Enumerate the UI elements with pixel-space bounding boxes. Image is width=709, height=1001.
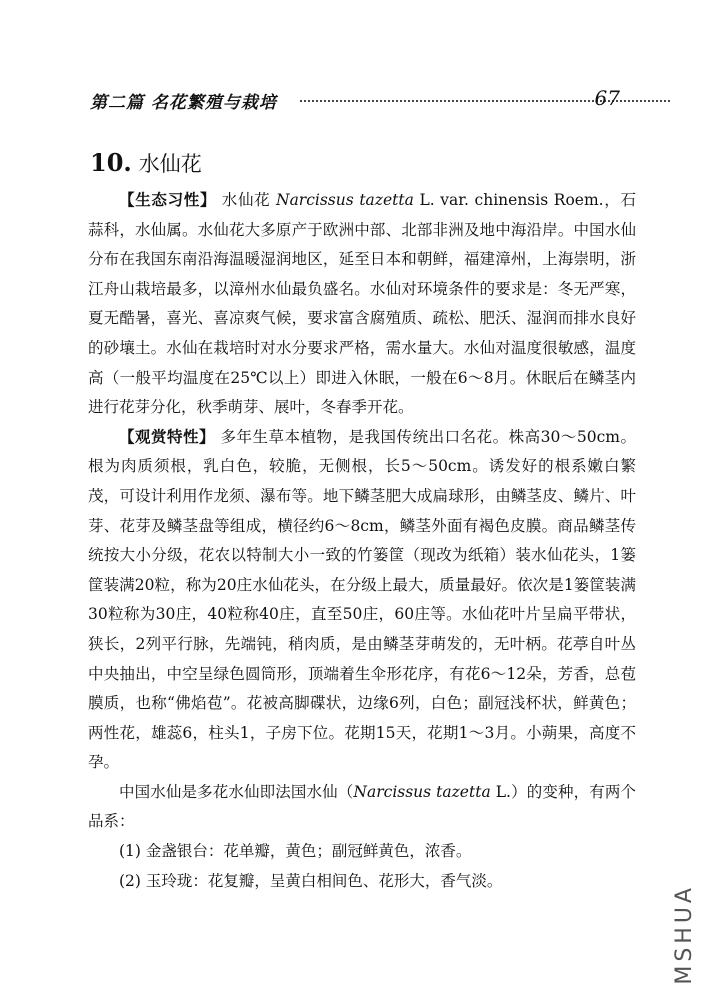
section-heading [90,148,202,178]
chapter-title: 第二篇 名花繁殖与栽培 [90,93,277,113]
varieties-lead: 中国水仙是多花水仙即法国水仙（ [119,782,354,801]
varieties-latin-name: Narcissus tazetta [353,782,491,801]
running-header [90,86,630,114]
ecology-tag: 【生态习性】 [119,191,217,209]
page-number: 67 [594,86,620,110]
list-item: (2) 玉玲珑：花复瓣，呈黄白相间色、花形大，香气淡。 [119,871,503,890]
ornamental-text: 多年生草本植物，是我国传统出口名花。株高30～50cm。根为肉质须根，乳白色，较脆，无侧根，长5～50cm。诱发好的根系嫩白繁茂，可设计利用作龙须、瀑布等。地下鳞茎肥大成扁球形，由鳞茎皮、鳞片、叶芽、花芽及鳞茎盘等组成，横径约6～8cm，鳞茎外面有褐色皮膜。商品鳞茎传统按大小分级，花农以特制大小一致的竹篓筐（现改为纸箱）装水仙花头，1篓筐装满20粒，称为20庄水仙花头，在分级上最大，质量最好。依次是1篓筐装满30粒称为30庄，40粒称40庄，直至50庄，60庄等。水仙花叶片呈扁平带状，狭长，2列平行脉，先端钝，稍肉质，是由鳞茎芽萌发的，无叶柄。花葶自叶丛中央抽出，中空呈绿色圆筒形，顶端着生伞形花序，有花6～12朵，芳香，总苞膜质，也称“佛焰苞”。花被高脚碟状，边缘6列，白色；副冠浅杯状，鲜黄色；两性花，雄蕊6，柱头1，子房下位。花期15天，花期1～3月。小蒴果，高度不孕。 [88,427,636,772]
ecology-latin-name: Narcissus tazetta [276,191,414,209]
body-text [88,186,636,896]
section-name: 水仙花 [138,152,202,176]
watermark: MSHUA [672,884,697,985]
paragraph-ornamental [88,423,636,778]
ecology-lead: 水仙花 [216,191,276,209]
ornamental-tag: 【观赏特性】 [119,427,216,446]
varieties-text: L.）的变种，有两个品系： [88,782,636,831]
paragraph-ecology [88,186,636,423]
ecology-text: L. var. chinensis Roem.，石蒜科，水仙属。水仙花大多原产于欧洲中部、北部非洲及地中海沿岸。中国水仙分布在我国东南沿海温暖湿润地区，延至日本和朝鲜，福建漳州，上海崇明，浙江舟山栽培最多，以漳州水仙最负盛名。水仙对环境条件的要求是：冬无严寒，夏无酷暑，喜光、喜凉爽气候，要求富含腐殖质、疏松、肥沃、湿润而排水良好的砂壤土。水仙在栽培时对水分要求严格，需水量大。水仙对温度很敏感，温度高（一般平均温度在25℃以上）即进入休眠，一般在6～8月。休眠后在鳞茎内进行花芽分化，秋季萌芽、展叶，冬春季开花。 [88,191,636,417]
section-number: 10. [90,148,132,177]
list-item: (1) 金盏银台：花单瓣，黄色；副冠鲜黄色，浓香。 [119,842,472,861]
paragraph-varieties [88,778,636,837]
